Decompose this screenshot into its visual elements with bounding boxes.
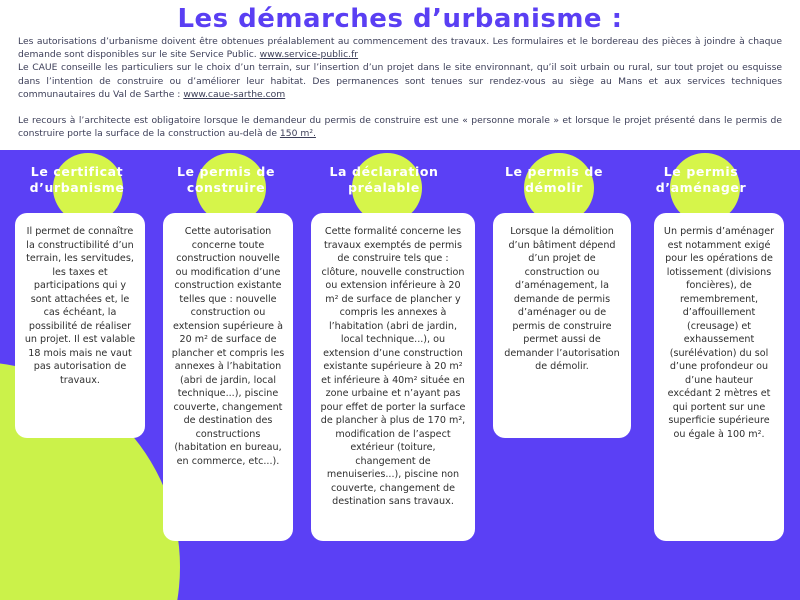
heading-permis-construire: Le permis de construire <box>176 164 276 195</box>
heading-declaration-prealable: La déclaration préalable <box>329 164 439 195</box>
paragraph-gap <box>18 101 782 114</box>
page-title: Les démarches d’urbanisme : <box>177 4 623 34</box>
card-certificat-urbanisme <box>15 213 145 438</box>
intro-paragraph-forms <box>18 35 782 61</box>
card-permis-amenager <box>654 213 784 541</box>
intro-section <box>0 0 800 148</box>
card-text: Cette formalité concerne les travaux exemptés de permis de construire tels que : clôture, nouvelle construction ou extension inférieure à 20 m² de surface de plancher y compris les annexes à l’habitation (abri de jardin, local technique...), ou extension d’une construction existante supérieure à 20 m² et inférieure à 40m² située en zone urbaine et n’ayant pas pour effet de porter la surface de plancher à plus de 170 m², modification de l’aspect extérieur (toiture, changement de menuiseries...), piscine non couverte, changement de destination sans travaux. <box>320 226 466 507</box>
card-permis-construire <box>163 213 293 541</box>
procedures-section <box>0 150 800 600</box>
heading-permis-amenager: Le permis d’aménager <box>655 164 747 195</box>
card-text: Cette autorisation concerne toute construction nouvelle ou modification d’une construction existante telles que : nouvelle construction ou extension supérieure à 20 m² de surface de plancher et compris les annexes à l’habitation (abri de jardin, local technique...), piscine couverte, changement de destination des constructions (habitation en bureau, en commerce, etc...). <box>171 226 285 467</box>
intro-architect-text: Le recours à l’architecte est obligatoire lorsque le demandeur du permis de construire est une « personne morale » et lorsque le projet présenté dans le permis de construire porte la surface de la construction au-delà de <box>18 115 782 140</box>
intro-paragraph-caue <box>18 61 782 101</box>
card-permis-demolir <box>493 213 631 438</box>
card-declaration-prealable <box>311 213 475 541</box>
intro-caue-prefix: Le <box>18 62 33 74</box>
card-text: Il permet de connaître la constructibilité d’un terrain, les servitudes, les taxes et participations qui y sont attachées et, le cas échéant, la possibilité de réaliser un projet. Il est valable 18 mois mais ne vaut pas autorisation de travaux. <box>24 226 136 386</box>
intro-paragraph-architect <box>18 114 782 140</box>
intro-caue-text: conseille les particuliers sur le choix d’un terrain, sur l’insertion d’un projet dans le site environnant, qu’il soit urbain ou rural, sur tout projet ou esquisse dans l’intention de construire ou d’améliorer leur habitat. Des permanences sont tenues sur rendez-vous au siège au Mans et aux services techniques communautaires du Val de Sarthe : <box>18 62 783 100</box>
caue-sarthe-link[interactable]: www.caue-sarthe.com <box>183 88 286 100</box>
intro-forms-text: Les autorisations d’urbanisme doivent être obtenues préalablement au commencement des travaux. Les formulaires et le bordereau des pièces à joindre à chaque demande sont disponibles sur le site Service Public. <box>18 36 782 61</box>
surface-threshold: 150 m². <box>279 128 316 140</box>
service-public-link[interactable]: www.service-public.fr <box>259 49 359 61</box>
card-text: Un permis d’aménager est notamment exigé pour les opérations de lotissement (divisions foncières), de remembrement, d’affouillement (creusage) et exhaussement (surélévation) du sol d’une profondeur ou d’une hauteur excédant 2 mètres et qui portent sur une superficie supérieure ou égale à 100 m². <box>663 226 775 440</box>
card-text: Lorsque la démolition d’un bâtiment dépend d’un projet de construction ou d’aménagement, la demande de permis d’aménager ou de permis de construire permet aussi de demander l’autorisation de démolir. <box>504 226 620 372</box>
caue-label: CAUE <box>32 62 58 74</box>
heading-permis-demolir: Le permis de démolir <box>504 164 604 195</box>
intro-text <box>18 35 782 140</box>
heading-certificat-urbanisme: Le certificat d’urbanisme <box>29 164 125 195</box>
